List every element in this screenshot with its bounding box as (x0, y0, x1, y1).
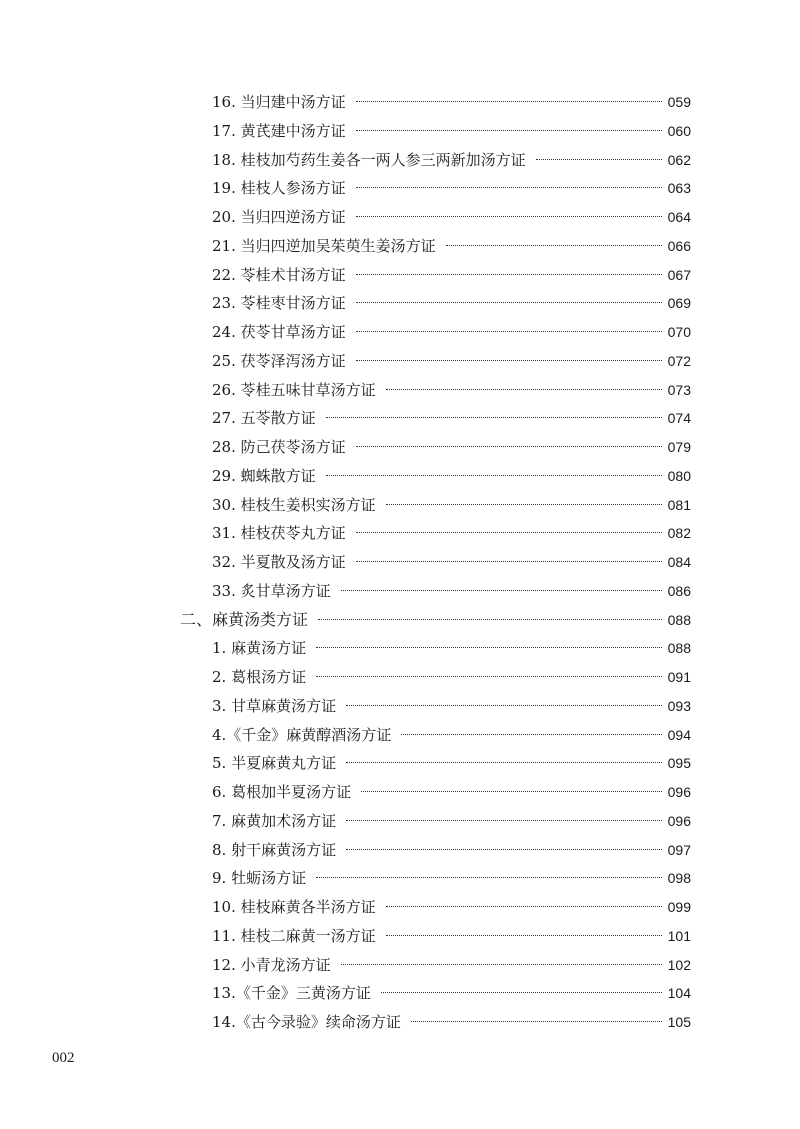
toc-entry-title: 28. 防己茯苓汤方证 (212, 438, 346, 456)
dot-leader (356, 331, 662, 332)
toc-entry-page: 096 (667, 812, 691, 829)
toc-entry-title: 二、麻黄汤类方证 (180, 609, 309, 629)
toc-entry[interactable] (0, 462, 800, 491)
dot-leader (356, 101, 662, 102)
toc-entry-title: 20. 当归四逆汤方证 (212, 208, 346, 226)
toc-entry[interactable] (0, 146, 800, 175)
toc-entry-page: 086 (667, 582, 691, 599)
dot-leader (326, 475, 662, 476)
toc-entry-page: 079 (667, 439, 691, 455)
toc-entry-title: 9. 牡蛎汤方证 (212, 869, 307, 888)
dot-leader (346, 762, 662, 763)
toc-entry-title: 18. 桂枝加芍药生姜各一两人参三两新加汤方证 (212, 150, 526, 169)
dot-leader (316, 647, 662, 648)
toc-entry-page: 099 (667, 899, 691, 915)
toc-entry[interactable] (0, 1008, 800, 1037)
toc-section-entry[interactable] (0, 606, 800, 635)
dot-leader (318, 619, 662, 620)
toc-entry-title: 16. 当归建中汤方证 (212, 93, 346, 111)
toc-entry[interactable] (0, 951, 800, 980)
toc-entry-page: 080 (667, 467, 691, 484)
toc-entry-title: 14.《古今录验》续命汤方证 (212, 1013, 401, 1031)
toc-entry[interactable] (0, 232, 800, 261)
toc-entry-title: 33. 炙甘草汤方证 (212, 581, 331, 600)
toc-entry-page: 063 (667, 180, 691, 197)
toc-entry-title: 27. 五苓散方证 (212, 409, 316, 428)
toc-entry-page: 102 (667, 956, 691, 973)
dot-leader (356, 302, 662, 303)
toc-entry-title: 3. 甘草麻黄汤方证 (212, 696, 337, 715)
toc-entry[interactable] (0, 318, 800, 347)
toc-entry-page: 070 (667, 324, 691, 340)
toc-entry[interactable] (0, 88, 800, 117)
dot-leader (346, 849, 662, 850)
toc-entry[interactable] (0, 778, 800, 807)
dot-leader (326, 417, 662, 418)
toc-entry-title: 12. 小青龙汤方证 (212, 955, 331, 974)
toc-entry-page: 059 (667, 94, 691, 110)
dot-leader (356, 561, 662, 562)
toc-entry[interactable] (0, 491, 800, 520)
toc-entry[interactable] (0, 347, 800, 376)
toc-entry-page: 062 (667, 151, 691, 168)
toc-entry-page: 082 (667, 525, 691, 542)
toc-entry-title: 21. 当归四逆加吴茱萸生姜汤方证 (212, 236, 436, 255)
toc-entry-title: 5. 半夏麻黄丸方证 (212, 754, 337, 773)
toc-entry-title: 2. 葛根汤方证 (212, 668, 307, 686)
toc-entry-page: 069 (667, 295, 691, 312)
toc-entry-page: 074 (667, 410, 691, 427)
dot-leader (356, 216, 662, 217)
dot-leader (381, 992, 662, 993)
page-number: 002 (52, 1050, 75, 1066)
dot-leader (401, 734, 661, 735)
toc-entry[interactable] (0, 174, 800, 203)
toc-entry-page: 084 (667, 554, 691, 570)
toc-entry[interactable] (0, 836, 800, 865)
toc-entry-page: 105 (667, 1014, 691, 1030)
toc-entry-title: 6. 葛根加半夏汤方证 (212, 783, 352, 801)
dot-leader (356, 187, 662, 188)
dot-leader (356, 532, 662, 533)
toc-entry-page: 088 (667, 640, 691, 657)
toc-entry-page: 101 (667, 927, 691, 944)
dot-leader (356, 360, 662, 361)
toc-entry-title: 31. 桂枝茯苓丸方证 (212, 524, 346, 543)
dot-leader (386, 389, 662, 390)
dot-leader (356, 446, 662, 447)
toc-entry-page: 097 (667, 841, 691, 858)
toc-entry-title: 4.《千金》麻黄醇酒汤方证 (212, 725, 392, 744)
toc-entry-title: 7. 麻黄加术汤方证 (212, 811, 337, 830)
toc-entry[interactable] (0, 979, 800, 1008)
toc-entry-title: 17. 黄芪建中汤方证 (212, 121, 346, 140)
toc-entry-title: 32. 半夏散及汤方证 (212, 553, 346, 571)
toc-entry[interactable] (0, 289, 800, 318)
toc-entry-title: 19. 桂枝人参汤方证 (212, 179, 346, 198)
toc-entry[interactable] (0, 203, 800, 232)
toc-entry-page: 073 (667, 381, 691, 398)
dot-leader (341, 964, 662, 965)
toc-entry-title: 13.《千金》三黄汤方证 (212, 984, 371, 1003)
dot-leader (411, 1021, 662, 1022)
toc-entry-title: 1. 麻黄汤方证 (212, 639, 307, 658)
toc-entry[interactable] (0, 692, 800, 721)
toc-entry[interactable] (0, 663, 800, 692)
toc-entry[interactable] (0, 117, 800, 146)
toc-entry[interactable] (0, 548, 800, 577)
toc-entry-page: 064 (667, 209, 691, 225)
dot-leader (346, 820, 662, 821)
dot-leader (356, 130, 662, 131)
dot-leader (356, 274, 662, 275)
toc-entry-page: 072 (667, 352, 691, 369)
dot-leader (386, 504, 662, 505)
dot-leader (386, 935, 662, 936)
toc-entry[interactable] (0, 519, 800, 548)
dot-leader (341, 590, 662, 591)
dot-leader (386, 906, 662, 907)
toc-entry-page: 060 (667, 122, 691, 139)
toc-entry-title: 24. 茯苓甘草汤方证 (212, 323, 346, 341)
toc-entry-title: 23. 苓桂枣甘汤方证 (212, 294, 346, 313)
toc-entry-page: 081 (667, 496, 691, 513)
toc-entry-page: 104 (667, 985, 691, 1002)
dot-leader (316, 676, 662, 677)
toc-entry-page: 095 (667, 755, 691, 772)
toc-entry-title: 29. 蜘蛛散方证 (212, 466, 316, 485)
dot-leader (361, 791, 662, 792)
toc-entry[interactable] (0, 404, 800, 433)
toc-entry[interactable] (0, 807, 800, 836)
toc-entry-title: 22. 苓桂术甘汤方证 (212, 265, 346, 284)
toc-entry-title: 11. 桂枝二麻黄一汤方证 (212, 926, 376, 945)
toc-entry-page: 088 (667, 611, 691, 628)
dot-leader (536, 159, 662, 160)
dot-leader (316, 877, 662, 878)
toc-entry[interactable] (0, 864, 800, 893)
toc-entry-title: 30. 桂枝生姜枳实汤方证 (212, 495, 376, 514)
toc-entry-title: 25. 茯苓泽泻汤方证 (212, 351, 346, 370)
toc-entry[interactable] (0, 433, 800, 462)
toc-entry-page: 094 (667, 726, 691, 743)
toc-entry-page: 093 (667, 697, 691, 714)
toc-entry[interactable] (0, 634, 800, 663)
toc-entry[interactable] (0, 577, 800, 606)
toc-entry-page: 067 (667, 266, 691, 283)
toc-entry[interactable] (0, 922, 800, 951)
toc-entry[interactable] (0, 261, 800, 290)
toc-entry[interactable] (0, 749, 800, 778)
toc-entry-page: 098 (667, 870, 691, 887)
toc-entry-page: 091 (667, 669, 691, 685)
toc-entry-page: 066 (667, 237, 691, 254)
table-of-contents (0, 88, 800, 1037)
toc-entry-title: 26. 苓桂五味甘草汤方证 (212, 380, 376, 399)
toc-entry[interactable] (0, 893, 800, 922)
dot-leader (446, 245, 662, 246)
toc-entry-title: 10. 桂枝麻黄各半汤方证 (212, 898, 376, 916)
toc-entry-page: 096 (667, 784, 691, 800)
dot-leader (346, 705, 662, 706)
toc-entry[interactable] (0, 376, 800, 405)
toc-entry-title: 8. 射干麻黄汤方证 (212, 840, 337, 859)
toc-entry[interactable] (0, 721, 800, 750)
